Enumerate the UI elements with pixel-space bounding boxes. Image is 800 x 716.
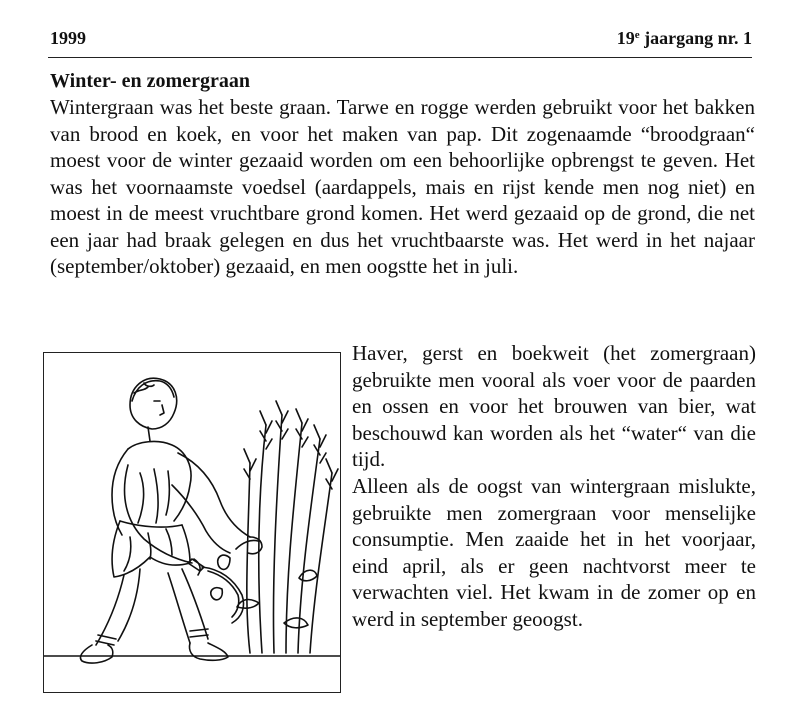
header-year: 1999 xyxy=(50,28,86,48)
article-heading: Winter- en zomergraan xyxy=(50,70,250,92)
right-column xyxy=(352,340,756,633)
paragraph-consumption: Alleen als de oogst van wintergraan mislukte, gebruikte men zomergraan voor menselijke consumptie. Men zaaide het in het voorjaar, eind april, als er geen nachtvorst meer te verwachten viel. Het kwam in de zomer op en werd in september geoogst. xyxy=(352,473,756,631)
issue-suffix: e xyxy=(634,29,640,41)
header-issue xyxy=(617,28,752,49)
paragraph-summer-grain: Haver, gerst en boekweit (het zomergraan) gebruikte men vooral als voer voor de paarden en ossen en voor het brouwen van bier, wat beschouwd kan worden als het “water“ van die tijd. xyxy=(352,341,756,472)
issue-number: 19 xyxy=(616,28,635,48)
header-divider xyxy=(48,57,752,58)
intro-paragraph: Wintergraan was het beste graan. Tarwe en rogge werden gebruikt voor het bakken van brood en koek, en voor het maken van pap. Dit zogenaamde “broodgraan“ moest voor de winter gezaaid worden om een behoorlijke opbrengst te geven. Het was het voornaamste voedsel (aardappels, mais en rijst kende men nog niet) en moest in de meest vruchtbare grond komen. Het werd gezaaid op de grond, die net een jaar had braak gelegen en dus het vruchtbaarste was. Het werd in het najaar (september/oktober) gezaaid, en men oogstte het in juli. xyxy=(50,95,755,278)
reaper-illustration xyxy=(43,352,341,693)
issue-text: jaargang nr. 1 xyxy=(639,28,752,48)
reaper-illustration-icon xyxy=(44,353,340,692)
